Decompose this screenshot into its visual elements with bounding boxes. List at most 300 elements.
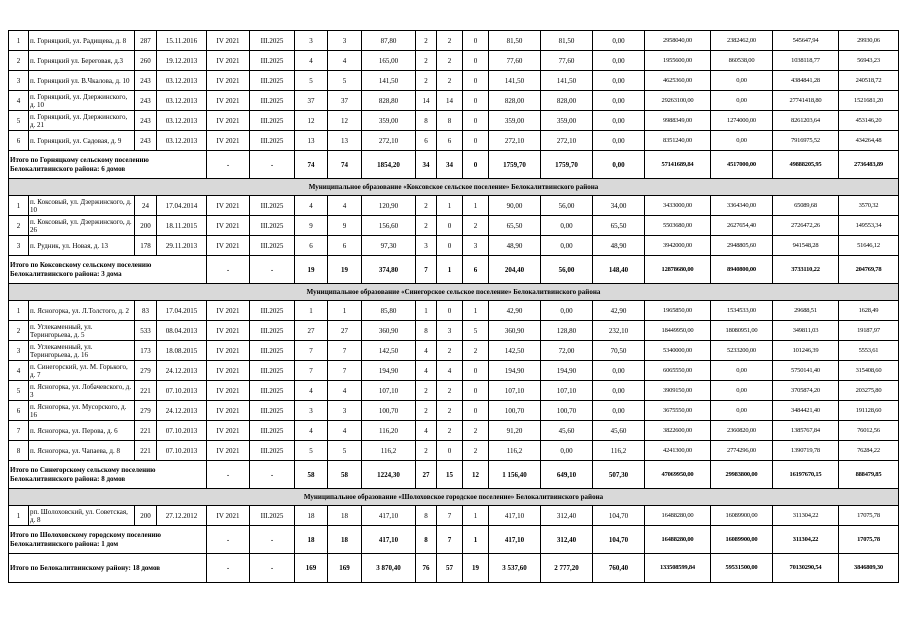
cell-n: 1 — [9, 301, 29, 321]
cell-area: 141,50 — [362, 71, 416, 91]
total-cell: 47069950,00 — [645, 461, 711, 489]
total-cell: 417,10 — [489, 526, 541, 554]
cell-m3: 5750141,40 — [773, 361, 839, 381]
cell-p3: 2 — [463, 441, 489, 461]
cell-year: 279 — [135, 401, 157, 421]
cell-addr: п. Горняцкий ул. Береговая, д.3 — [29, 51, 135, 71]
cell-m2: 1534533,00 — [711, 301, 773, 321]
cell-date: 15.11.2016 — [157, 31, 207, 51]
cell-a: 37 — [295, 91, 328, 111]
cell-a: 4 — [295, 196, 328, 216]
cell-m2: 5233200,00 — [711, 341, 773, 361]
cell-m2: 16089900,00 — [711, 506, 773, 526]
total-cell: 417,10 — [362, 526, 416, 554]
cell-m3: 7916975,52 — [773, 131, 839, 151]
table-row — [9, 341, 899, 361]
housing-program-table — [8, 30, 899, 583]
cell-m2: 2382462,00 — [711, 31, 773, 51]
cell-a: 4 — [295, 421, 328, 441]
cell-p3: 1 — [463, 301, 489, 321]
cell-p2: 2 — [437, 51, 463, 71]
cell-a: 3 — [295, 31, 328, 51]
cell-p3: 0 — [463, 401, 489, 421]
cell-m4: 1521681,20 — [839, 91, 899, 111]
cell-m1: 8351240,00 — [645, 131, 711, 151]
cell-p1: 4 — [416, 341, 437, 361]
cell-m3: 1385767,84 — [773, 421, 839, 441]
cell-m3: 29688,51 — [773, 301, 839, 321]
cell-c2: III.2025 — [250, 506, 295, 526]
cell-n: 1 — [9, 31, 29, 51]
cell-addr: п. Ясногорка, ул. Л.Толстого, д. 2 — [29, 301, 135, 321]
cell-c2: III.2025 — [250, 341, 295, 361]
cell-p3: 2 — [463, 341, 489, 361]
cell-b: 6 — [328, 236, 362, 256]
cell-p3: 0 — [463, 91, 489, 111]
cell-date: 17.04.2015 — [157, 301, 207, 321]
cell-area3: 272,10 — [541, 131, 593, 151]
total-cell: - — [250, 461, 295, 489]
total-cell: 8940800,00 — [711, 256, 773, 284]
cell-area2: 359,00 — [489, 111, 541, 131]
total-cell: 4517000,00 — [711, 151, 773, 179]
total-cell: 1224,30 — [362, 461, 416, 489]
total-cell: 16197670,15 — [773, 461, 839, 489]
cell-a: 9 — [295, 216, 328, 236]
cell-m1: 6065550,00 — [645, 361, 711, 381]
cell-m4: 17075,78 — [839, 506, 899, 526]
cell-c2: III.2025 — [250, 91, 295, 111]
cell-m3: 65089,68 — [773, 196, 839, 216]
cell-a: 5 — [295, 71, 328, 91]
cell-date: 07.10.2013 — [157, 441, 207, 461]
total-cell: 3733110,22 — [773, 256, 839, 284]
table-row — [9, 506, 899, 526]
cell-n: 3 — [9, 71, 29, 91]
cell-a: 6 — [295, 236, 328, 256]
total-cell: 3 537,60 — [489, 554, 541, 583]
cell-b: 5 — [328, 71, 362, 91]
total-cell: 16089900,00 — [711, 526, 773, 554]
cell-area2: 48,90 — [489, 236, 541, 256]
cell-c1: IV 2021 — [207, 361, 250, 381]
total-cell: 17075,78 — [839, 526, 899, 554]
cell-area4: 116,2 — [593, 441, 645, 461]
cell-addr: п. Углекаменный, ул. Терингорьева, д. 5 — [29, 321, 135, 341]
cell-p1: 2 — [416, 51, 437, 71]
cell-m2: 2774296,00 — [711, 441, 773, 461]
total-cell: - — [207, 461, 250, 489]
cell-n: 6 — [9, 401, 29, 421]
cell-c2: III.2025 — [250, 71, 295, 91]
cell-m3: 545647,94 — [773, 31, 839, 51]
cell-m4: 434264,48 — [839, 131, 899, 151]
cell-p2: 0 — [437, 216, 463, 236]
cell-p1: 2 — [416, 441, 437, 461]
cell-n: 3 — [9, 236, 29, 256]
cell-m1: 4625360,00 — [645, 71, 711, 91]
cell-p1: 2 — [416, 31, 437, 51]
cell-c2: III.2025 — [250, 361, 295, 381]
cell-area4: 0,00 — [593, 31, 645, 51]
cell-p3: 5 — [463, 321, 489, 341]
cell-n: 7 — [9, 421, 29, 441]
cell-area3: 194,90 — [541, 361, 593, 381]
cell-p3: 0 — [463, 381, 489, 401]
cell-m3: 4384841,28 — [773, 71, 839, 91]
total-cell: 374,80 — [362, 256, 416, 284]
cell-c2: III.2025 — [250, 421, 295, 441]
cell-a: 27 — [295, 321, 328, 341]
table-row — [9, 51, 899, 71]
total-cell: 34 — [437, 151, 463, 179]
cell-area2: 42,90 — [489, 301, 541, 321]
total-cell: 0 — [463, 151, 489, 179]
cell-a: 4 — [295, 51, 328, 71]
cell-a: 7 — [295, 341, 328, 361]
cell-n: 5 — [9, 381, 29, 401]
total-cell: 74 — [328, 151, 362, 179]
cell-area2: 272,10 — [489, 131, 541, 151]
cell-n: 6 — [9, 131, 29, 151]
cell-date: 19.12.2013 — [157, 51, 207, 71]
cell-area4: 0,00 — [593, 51, 645, 71]
cell-c1: IV 2021 — [207, 216, 250, 236]
cell-m1: 29263100,00 — [645, 91, 711, 111]
cell-area2: 828,00 — [489, 91, 541, 111]
cell-a: 5 — [295, 441, 328, 461]
cell-p1: 2 — [416, 71, 437, 91]
cell-c1: IV 2021 — [207, 441, 250, 461]
cell-m3: 1390719,78 — [773, 441, 839, 461]
total-cell: 18 — [295, 526, 328, 554]
cell-m1: 1955600,00 — [645, 51, 711, 71]
cell-area2: 90,00 — [489, 196, 541, 216]
cell-area4: 42,90 — [593, 301, 645, 321]
cell-p2: 0 — [437, 441, 463, 461]
cell-m2: 2948805,60 — [711, 236, 773, 256]
cell-p1: 8 — [416, 111, 437, 131]
cell-area4: 232,10 — [593, 321, 645, 341]
table-row — [9, 301, 899, 321]
total-label: Итого по Белокалитвинскому району: 18 домов — [9, 554, 207, 583]
cell-area2: 141,50 — [489, 71, 541, 91]
table-row — [9, 401, 899, 421]
cell-area3: 0,00 — [541, 216, 593, 236]
total-cell: - — [250, 256, 295, 284]
cell-year: 221 — [135, 441, 157, 461]
total-cell: 6 — [463, 256, 489, 284]
cell-m3: 8261203,64 — [773, 111, 839, 131]
cell-p2: 2 — [437, 381, 463, 401]
cell-c1: IV 2021 — [207, 381, 250, 401]
cell-m4: 240518,72 — [839, 71, 899, 91]
total-cell: 8 — [416, 526, 437, 554]
cell-area4: 45,60 — [593, 421, 645, 441]
table-body — [9, 31, 899, 583]
total-cell: 12 — [463, 461, 489, 489]
cell-year: 243 — [135, 91, 157, 111]
cell-area: 359,00 — [362, 111, 416, 131]
cell-area: 165,00 — [362, 51, 416, 71]
cell-p1: 2 — [416, 216, 437, 236]
cell-area3: 141,50 — [541, 71, 593, 91]
cell-addr: п. Коксовый, ул. Дзержинского, д. 10 — [29, 196, 135, 216]
total-cell: 3846809,30 — [839, 554, 899, 583]
cell-date: 17.04.2014 — [157, 196, 207, 216]
total-cell: - — [250, 554, 295, 583]
cell-b: 4 — [328, 51, 362, 71]
cell-m1: 4241300,00 — [645, 441, 711, 461]
cell-area4: 0,00 — [593, 71, 645, 91]
cell-m4: 149553,34 — [839, 216, 899, 236]
cell-a: 18 — [295, 506, 328, 526]
cell-p1: 14 — [416, 91, 437, 111]
cell-m2: 2627654,40 — [711, 216, 773, 236]
cell-c2: III.2025 — [250, 401, 295, 421]
cell-m4: 1628,49 — [839, 301, 899, 321]
cell-m4: 19187,97 — [839, 321, 899, 341]
cell-year: 221 — [135, 381, 157, 401]
cell-c2: III.2025 — [250, 441, 295, 461]
cell-m3: 3705874,20 — [773, 381, 839, 401]
cell-area3: 0,00 — [541, 236, 593, 256]
cell-date: 03.12.2013 — [157, 91, 207, 111]
cell-n: 3 — [9, 341, 29, 361]
total-cell: 2736483,89 — [839, 151, 899, 179]
cell-m4: 203275,80 — [839, 381, 899, 401]
total-cell: 1 — [463, 526, 489, 554]
cell-area2: 107,10 — [489, 381, 541, 401]
cell-n: 4 — [9, 361, 29, 381]
cell-date: 27.12.2012 — [157, 506, 207, 526]
cell-area2: 81,50 — [489, 31, 541, 51]
cell-area4: 104,70 — [593, 506, 645, 526]
cell-area3: 0,00 — [541, 301, 593, 321]
total-cell: 18 — [328, 526, 362, 554]
table-row — [9, 71, 899, 91]
cell-area: 272,10 — [362, 131, 416, 151]
table-row — [9, 91, 899, 111]
cell-area2: 360,90 — [489, 321, 541, 341]
municipality-title: Муниципальное образование «Синегорское сельское поселение» Белокалитвинского района — [9, 284, 899, 301]
cell-m2: 0,00 — [711, 91, 773, 111]
cell-c1: IV 2021 — [207, 421, 250, 441]
cell-p1: 8 — [416, 321, 437, 341]
cell-p3: 0 — [463, 361, 489, 381]
cell-c1: IV 2021 — [207, 401, 250, 421]
cell-area: 116,2 — [362, 441, 416, 461]
cell-c2: III.2025 — [250, 216, 295, 236]
cell-p3: 0 — [463, 31, 489, 51]
cell-b: 3 — [328, 31, 362, 51]
cell-c1: IV 2021 — [207, 111, 250, 131]
cell-addr: п. Горняцкий, ул. Садовая, д. 9 — [29, 131, 135, 151]
cell-addr: п. Горняцкий, ул. Дзержинского, д. 10 — [29, 91, 135, 111]
total-cell: 16488280,00 — [645, 526, 711, 554]
cell-c2: III.2025 — [250, 196, 295, 216]
cell-year: 173 — [135, 341, 157, 361]
total-cell: 0,00 — [593, 151, 645, 179]
cell-area3: 828,00 — [541, 91, 593, 111]
cell-p2: 2 — [437, 31, 463, 51]
cell-c1: IV 2021 — [207, 51, 250, 71]
cell-m1: 16488280,00 — [645, 506, 711, 526]
cell-m3: 311304,22 — [773, 506, 839, 526]
cell-area: 194,90 — [362, 361, 416, 381]
cell-area2: 65,50 — [489, 216, 541, 236]
total-cell: 1759,70 — [489, 151, 541, 179]
cell-area: 116,20 — [362, 421, 416, 441]
total-cell: 74 — [295, 151, 328, 179]
municipality-title: Муниципальное образование «Коксовское сельское поселение» Белокалитвинского района — [9, 179, 899, 196]
cell-date: 18.08.2015 — [157, 341, 207, 361]
cell-a: 3 — [295, 401, 328, 421]
total-cell: 204769,78 — [839, 256, 899, 284]
table-row — [9, 361, 899, 381]
cell-date: 18.11.2015 — [157, 216, 207, 236]
cell-area2: 417,10 — [489, 506, 541, 526]
cell-date: 07.10.2013 — [157, 381, 207, 401]
cell-m2: 3364340,00 — [711, 196, 773, 216]
total-cell: 57141689,84 — [645, 151, 711, 179]
cell-p2: 6 — [437, 131, 463, 151]
total-cell: 204,40 — [489, 256, 541, 284]
total-cell: 1759,70 — [541, 151, 593, 179]
total-cell: 169 — [328, 554, 362, 583]
cell-area: 156,60 — [362, 216, 416, 236]
cell-a: 7 — [295, 361, 328, 381]
grand-total-row — [9, 554, 899, 583]
table-row — [9, 31, 899, 51]
cell-p2: 1 — [437, 196, 463, 216]
cell-n: 1 — [9, 506, 29, 526]
total-cell: - — [250, 526, 295, 554]
cell-a: 12 — [295, 111, 328, 131]
cell-m3: 101246,39 — [773, 341, 839, 361]
cell-m2: 0,00 — [711, 361, 773, 381]
cell-b: 18 — [328, 506, 362, 526]
cell-n: 2 — [9, 51, 29, 71]
cell-addr: п. Ясногорка, ул. Перова, д. 6 — [29, 421, 135, 441]
cell-area3: 0,00 — [541, 441, 593, 461]
cell-date: 08.04.2013 — [157, 321, 207, 341]
total-cell: 57 — [437, 554, 463, 583]
cell-p1: 2 — [416, 381, 437, 401]
cell-area2: 142,50 — [489, 341, 541, 361]
cell-p3: 1 — [463, 196, 489, 216]
cell-year: 243 — [135, 111, 157, 131]
cell-m4: 56943,23 — [839, 51, 899, 71]
cell-year: 533 — [135, 321, 157, 341]
cell-m2: 18080951,00 — [711, 321, 773, 341]
cell-area2: 116,2 — [489, 441, 541, 461]
cell-m1: 3433000,00 — [645, 196, 711, 216]
cell-year: 260 — [135, 51, 157, 71]
cell-area3: 81,50 — [541, 31, 593, 51]
subtotal-row — [9, 256, 899, 284]
cell-area4: 0,00 — [593, 131, 645, 151]
cell-m1: 9988349,00 — [645, 111, 711, 131]
cell-p2: 2 — [437, 341, 463, 361]
cell-p1: 4 — [416, 361, 437, 381]
cell-m4: 29930,06 — [839, 31, 899, 51]
total-cell: - — [207, 526, 250, 554]
cell-m4: 5553,61 — [839, 341, 899, 361]
total-label: Итого по Синегорскому сельскому поселению Белокалитвинского района: 8 домов — [9, 461, 207, 489]
cell-c2: III.2025 — [250, 321, 295, 341]
cell-area4: 65,50 — [593, 216, 645, 236]
cell-m1: 1965850,00 — [645, 301, 711, 321]
cell-area3: 359,00 — [541, 111, 593, 131]
cell-p3: 1 — [463, 506, 489, 526]
cell-p1: 4 — [416, 421, 437, 441]
cell-addr: п. Коксовый, ул. Дзержинского, д. 26 — [29, 216, 135, 236]
table-row — [9, 196, 899, 216]
cell-year: 200 — [135, 216, 157, 236]
cell-year: 279 — [135, 361, 157, 381]
cell-addr: рп. Шолоховский, ул. Советская, д. 8 — [29, 506, 135, 526]
cell-area2: 194,90 — [489, 361, 541, 381]
total-cell: 148,40 — [593, 256, 645, 284]
cell-area4: 0,00 — [593, 401, 645, 421]
cell-c1: IV 2021 — [207, 31, 250, 51]
cell-date: 24.12.2013 — [157, 361, 207, 381]
cell-m2: 0,00 — [711, 71, 773, 91]
cell-b: 7 — [328, 341, 362, 361]
cell-date: 07.10.2013 — [157, 421, 207, 441]
total-cell: 888479,85 — [839, 461, 899, 489]
cell-p2: 3 — [437, 321, 463, 341]
total-cell: 15 — [437, 461, 463, 489]
total-cell: 34 — [416, 151, 437, 179]
cell-n: 8 — [9, 441, 29, 461]
cell-area: 142,50 — [362, 341, 416, 361]
total-cell: 7 — [416, 256, 437, 284]
cell-a: 1 — [295, 301, 328, 321]
table-row — [9, 381, 899, 401]
cell-p2: 0 — [437, 301, 463, 321]
cell-c1: IV 2021 — [207, 321, 250, 341]
cell-b: 5 — [328, 441, 362, 461]
cell-b: 4 — [328, 421, 362, 441]
cell-n: 1 — [9, 196, 29, 216]
cell-p1: 1 — [416, 301, 437, 321]
total-cell: 169 — [295, 554, 328, 583]
cell-area4: 48,90 — [593, 236, 645, 256]
cell-m4: 453146,20 — [839, 111, 899, 131]
total-cell: 507,30 — [593, 461, 645, 489]
cell-n: 5 — [9, 111, 29, 131]
cell-n: 4 — [9, 91, 29, 111]
cell-area2: 77,60 — [489, 51, 541, 71]
cell-area3: 77,60 — [541, 51, 593, 71]
cell-year: 200 — [135, 506, 157, 526]
cell-m1: 3822600,00 — [645, 421, 711, 441]
cell-year: 287 — [135, 31, 157, 51]
cell-a: 13 — [295, 131, 328, 151]
cell-date: 03.12.2013 — [157, 111, 207, 131]
cell-date: 29.11.2013 — [157, 236, 207, 256]
total-cell: 12878680,00 — [645, 256, 711, 284]
cell-b: 4 — [328, 381, 362, 401]
cell-m3: 941548,28 — [773, 236, 839, 256]
table-row — [9, 111, 899, 131]
cell-m1: 3942000,00 — [645, 236, 711, 256]
cell-c2: III.2025 — [250, 111, 295, 131]
cell-n: 2 — [9, 216, 29, 236]
total-cell: 49888205,95 — [773, 151, 839, 179]
